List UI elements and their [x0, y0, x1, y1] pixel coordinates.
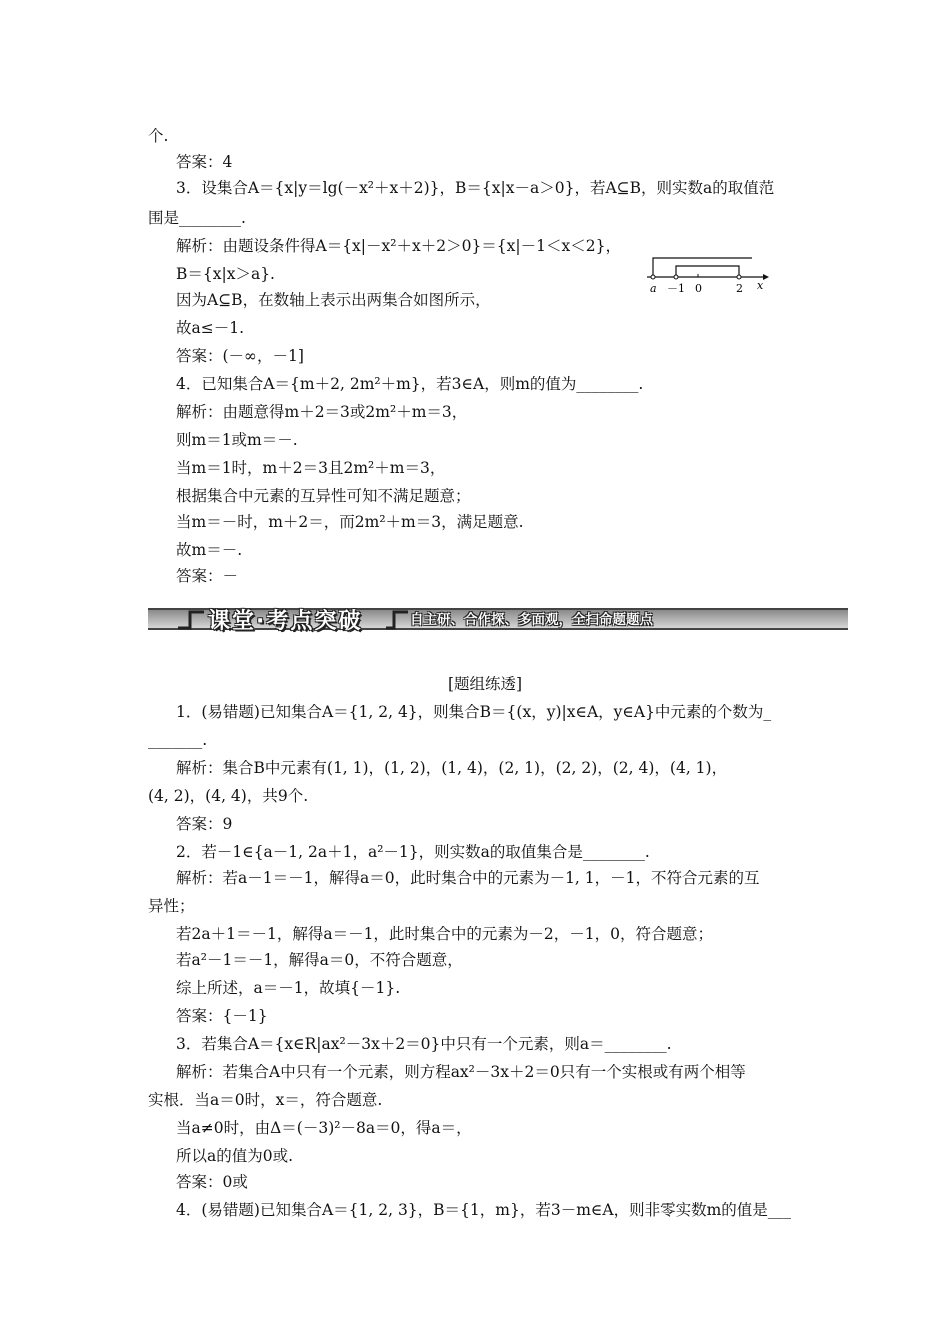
section-banner — [148, 606, 848, 634]
text-line: (4, 2)，(4, 4)，共9个. — [148, 787, 309, 805]
number-line-figure — [645, 255, 770, 295]
text-line: 若a²－1＝－1，解得a＝0，不符合题意， — [176, 951, 463, 969]
axis-label-zero: 0 — [695, 282, 702, 295]
banner-title: 课堂·考点突破 — [208, 609, 363, 634]
text-line: 则m＝1或m＝－. — [176, 431, 298, 449]
axis-label-minus-one: －1 — [667, 282, 685, 295]
axis-label-x: x — [757, 279, 764, 292]
text-line: 答案：0或 — [176, 1173, 248, 1191]
text-line: 若2a＋1＝－1，解得a＝－1，此时集合中的元素为－2，－1，0，符合题意； — [176, 925, 714, 943]
text-line: 当a≠0时，由Δ＝(－3)²－8a＝0，得a＝， — [176, 1119, 472, 1137]
text-line: 当m＝－时，m＋2＝，而2m²＋m＝3，满足题意. — [176, 513, 524, 531]
section-heading: [题组练透] — [448, 675, 523, 693]
text-line: 异性； — [148, 897, 195, 915]
text-line: 4．(易错题)已知集合A＝{1, 2, 3}，B＝{1，m}，若3－m∈A，则非零实数m的值是___ — [176, 1201, 792, 1219]
text-line: 2．若－1∈{a－1, 2a＋1，a²－1}，则实数a的取值集合是________. — [176, 843, 650, 861]
banner-bracket-icon — [384, 606, 412, 632]
text-line: 解析：若集合A中只有一个元素，则方程ax²－3x＋2＝0只有一个实根或有两个相等 — [176, 1063, 746, 1081]
text-line: 解析：集合B中元素有(1, 1)，(1, 2)，(1, 4)，(2, 1)，(2, 2)，(2, 4)，(4, 1)， — [176, 759, 728, 777]
text-line: 个. — [148, 127, 169, 145]
text-line: 故m＝－. — [176, 541, 243, 559]
text-line: 1．(易错题)已知集合A＝{1, 2, 4}，则集合B＝{(x，y)|x∈A，y∈A}中元素的个数为_ — [176, 703, 772, 721]
text-line: 解析：由题意得m＋2＝3或2m²＋m＝3， — [176, 403, 468, 421]
text-line: _______. — [148, 731, 208, 749]
text-line: 3．若集合A＝{x∈R|ax²－3x＋2＝0}中只有一个元素，则a＝________. — [176, 1035, 672, 1053]
text-line: 根据集合中元素的互异性可知不满足题意； — [176, 487, 471, 505]
text-line: 实根．当a＝0时，x＝，符合题意. — [148, 1091, 383, 1109]
text-line: B＝{x|x＞a}. — [176, 265, 275, 283]
text-line: 综上所述，a＝－1，故填{－1}. — [176, 979, 401, 997]
text-line: 答案：9 — [176, 815, 233, 833]
text-line: 因为A⊆B，在数轴上表示出两集合如图所示， — [176, 291, 491, 309]
text-line: 答案：(－∞，－1] — [176, 347, 304, 365]
text-line: 解析：若a－1＝－1，解得a＝0，此时集合中的元素为－1, 1，－1，不符合元素的互 — [176, 869, 760, 887]
text-line: 解析：由题设条件得A＝{x|－x²＋x＋2＞0}＝{x|－1＜x＜2}， — [176, 237, 621, 255]
banner-bracket-icon — [176, 606, 208, 632]
text-line: 4．已知集合A＝{m＋2, 2m²＋m}，若3∈A，则m的值为________. — [176, 375, 644, 393]
axis-label-a: a — [650, 282, 657, 295]
text-line: 故a≤－1. — [176, 319, 245, 337]
text-line: 当m＝1时，m＋2＝3且2m²＋m＝3， — [176, 459, 446, 477]
banner-subtitle: 自主研、合作探、多面观，全扫命题题点 — [410, 612, 653, 628]
axis-label-two: 2 — [736, 282, 743, 295]
text-line: 所以a的值为0或. — [176, 1147, 294, 1165]
text-line: 3．设集合A＝{x|y＝lg(－x²＋x＋2)}，B＝{x|x－a＞0}，若A⊆B，则实数a的取值范 — [176, 179, 775, 197]
text-line: 答案：4 — [176, 153, 233, 171]
text-line: 围是________. — [148, 209, 246, 227]
text-line: 答案：{－1} — [176, 1007, 268, 1025]
text-line: 答案：－ — [176, 567, 239, 585]
